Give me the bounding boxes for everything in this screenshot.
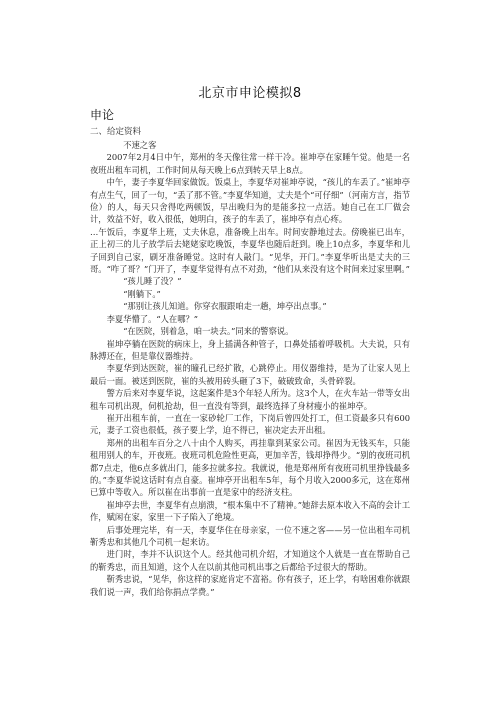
paragraph: “在医院，别着急，咱一块去。”同来的警察说。	[123, 326, 294, 337]
paragraph: 不速之客	[123, 140, 157, 150]
paragraph: 李夏华懵了。“人在哪？”	[106, 313, 199, 324]
paragraph: 崔坤亭躺在医院的病床上，身上插满各种管子，口鼻处插着呼吸机。大夫说，只有脉搏还在，但是靠仪器维持。	[90, 338, 410, 361]
paragraph: “刚躺下。”	[123, 288, 161, 299]
paragraph: “那别让孩儿知道。你穿衣服跟咱走一趟，坤亭出点事。”	[123, 301, 327, 312]
paragraph: 李夏华到达医院，崔的瞳孔已经扩散，心跳停止。用仪器维持，是为了让家人见上最后一面。被送到医院，崔的头被用砖头砸了3下，破破致命，头骨碎裂。	[90, 363, 410, 386]
paragraph: “孩儿睡了没？”	[123, 276, 182, 287]
paragraph: 2007年2月4日中午，郑州的冬天像往常一样干冷。崔坤亭在家睡午觉。他是一名夜班出租车司机，工作时间从每天晚上6点到转天早上8点。	[90, 152, 410, 175]
paragraph: 靳秀忠说，“见华，你这样的家庭肯定不富裕。你有孩子，还上学，有啥困难你就跟我们说一声，我们给你捐点学费。”	[90, 574, 410, 597]
paragraph: 崔坤亭去世，李夏华有点崩溃，“根本集中不了精神。”她辞去原本收入不高的会计工作，赋闲在家，家里一下子陷入了绝境。	[90, 499, 410, 523]
section-heading: 申论	[90, 108, 115, 122]
document-title: 北京市申论模拟8	[198, 86, 302, 101]
paragraph: 进门时，李并不认识这个人。经其他司机介绍，才知道这个人就是一直在帮助自己的靳秀忠，而且知道，这个人在以前其他司机出事之后都给予过很大的帮助。	[90, 549, 410, 572]
paragraph: 郑州的出租车百分之八十由个人购买，再挂靠到某家公司。崔因为无钱买车，只能租用别人的车，开夜班。夜班司机危险性更高，更加辛苦，钱却挣得少。“别的夜班司机都7点走，他6点多就出门，能多拉就多拉。我就说，他是郑州所有夜班司机里挣钱最多的。”李夏华说这话时有点自豪。崔坤亭开出租车5年，每个月收入2000多元，这在郑州已算中等收入。所以崔在出事前一直是家中的经济支柱。	[90, 437, 410, 498]
paragraph: 中午，妻子李夏华回家做饭。饭桌上，李夏华对崔坤亭说，“孩儿的车丢了。”崔坤亭有点生气，回了一句，“丢了那不管。”李夏华知道，丈夫是个“可仔细”（河南方言，指节俭）的人，每天只舍得吃两顿饭，早出晚归为的是能多拉一点活。她自己在工厂做会计，效益不好，收入很低，她明白，孩子的车丢了，崔坤亭有点心疼。	[90, 177, 410, 225]
paragraph: 警方后来对李夏华说，这起案件是3个年轻人所为。这3个人，在火车站一带等女出租车司机出现，伺机抢劫，但一直没有等到，最终选择了身材瘦小的崔坤亭。	[90, 388, 410, 411]
paragraph: …午饭后，李夏华上班，丈夫休息，准备晚上出车。时间安静地过去。傍晚崔已出车，正上初三的儿子放学后去姥姥家吃晚饭，李夏华也随后赶到。晚上10点多，李夏华和儿子回到自己家，刷牙准备睡觉。这时有人敲门。“见华，开门。”李夏华听出是丈夫的三哥。“咋了哥？”门开了，李夏华觉得有点不对劲，“他们从来没有这个时间来过家里啊。”	[90, 226, 410, 275]
subsection-heading: 二、给定资料	[90, 127, 142, 137]
document-body	[90, 139, 410, 598]
paragraph: 崔开出租车前，一直在一家砂轮厂工作，下岗后曾四处打工，但工资最多只有600元，妻子工资也很低，孩子要上学，迫不得已，崔决定去开出租。	[90, 412, 410, 436]
paragraph: 后事处理完毕，有一天，李夏华住在母亲家，一位不速之客——另一位出租车司机靳秀忠和其他几个司机一起来访。	[90, 524, 410, 547]
